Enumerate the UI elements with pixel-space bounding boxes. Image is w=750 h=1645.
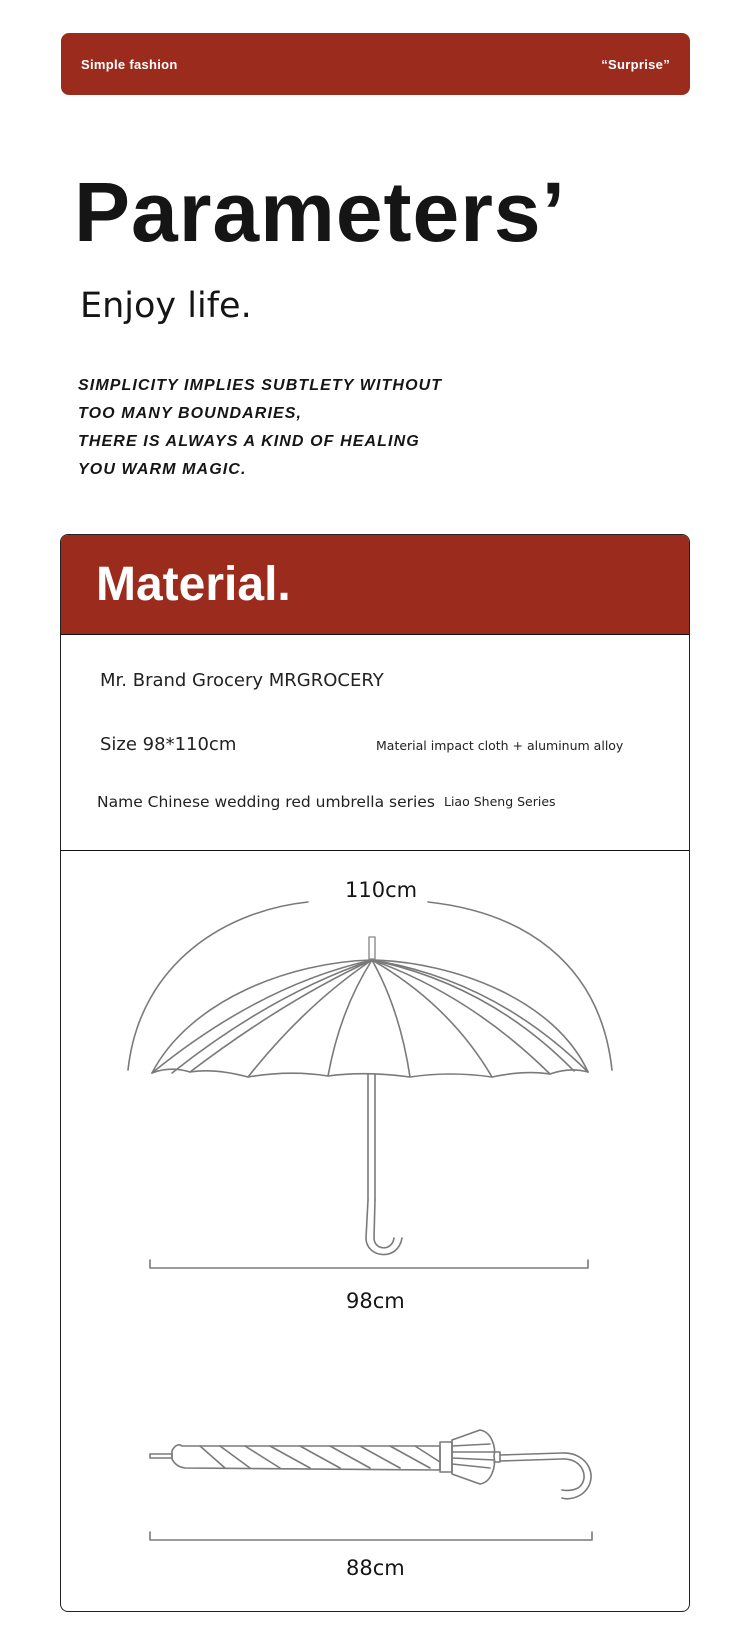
- arc-dimension-line: [428, 902, 612, 1070]
- page-subtitle: Enjoy life.: [80, 286, 252, 326]
- umbrella-handle: [366, 1200, 402, 1255]
- width-dimension-line: [150, 1260, 588, 1268]
- brand-text: Mr. Brand Grocery MRGROCERY: [100, 670, 384, 691]
- open-width-label: 98cm: [346, 1289, 405, 1313]
- umbrella-shaft: [368, 1074, 375, 1200]
- arc-dimension-line: [128, 902, 308, 1070]
- slogan-line: YOU WARM MAGIC.: [78, 461, 247, 478]
- slogan-line: TOO MANY BOUNDARIES,: [78, 405, 303, 422]
- banner-left-text: Simple fashion: [81, 57, 178, 72]
- series-text: Liao Sheng Series: [444, 794, 556, 809]
- slogan-line: THERE IS ALWAYS A KIND OF HEALING: [78, 433, 420, 450]
- material-text: Material impact cloth + aluminum alloy: [376, 738, 624, 753]
- page-title: Parameters’: [74, 165, 566, 259]
- banner-right-text: “Surprise”: [601, 57, 670, 72]
- name-text: Name Chinese wedding red umbrella series: [97, 793, 435, 811]
- closed-length-label: 88cm: [346, 1556, 405, 1580]
- closed-umbrella-drawing: [150, 1430, 591, 1499]
- canopy-hem: [152, 1069, 588, 1077]
- material-heading: Material.: [96, 558, 291, 611]
- length-dimension-line: [150, 1532, 592, 1540]
- arc-length-label: 110cm: [345, 878, 418, 902]
- size-text: Size 98*110cm: [100, 734, 237, 755]
- canopy-outline: [152, 960, 588, 1073]
- slogan-line: SIMPLICITY IMPLIES SUBTLETY WITHOUT: [78, 377, 443, 394]
- open-umbrella-drawing: [152, 937, 588, 1255]
- closed-handle: [500, 1453, 591, 1499]
